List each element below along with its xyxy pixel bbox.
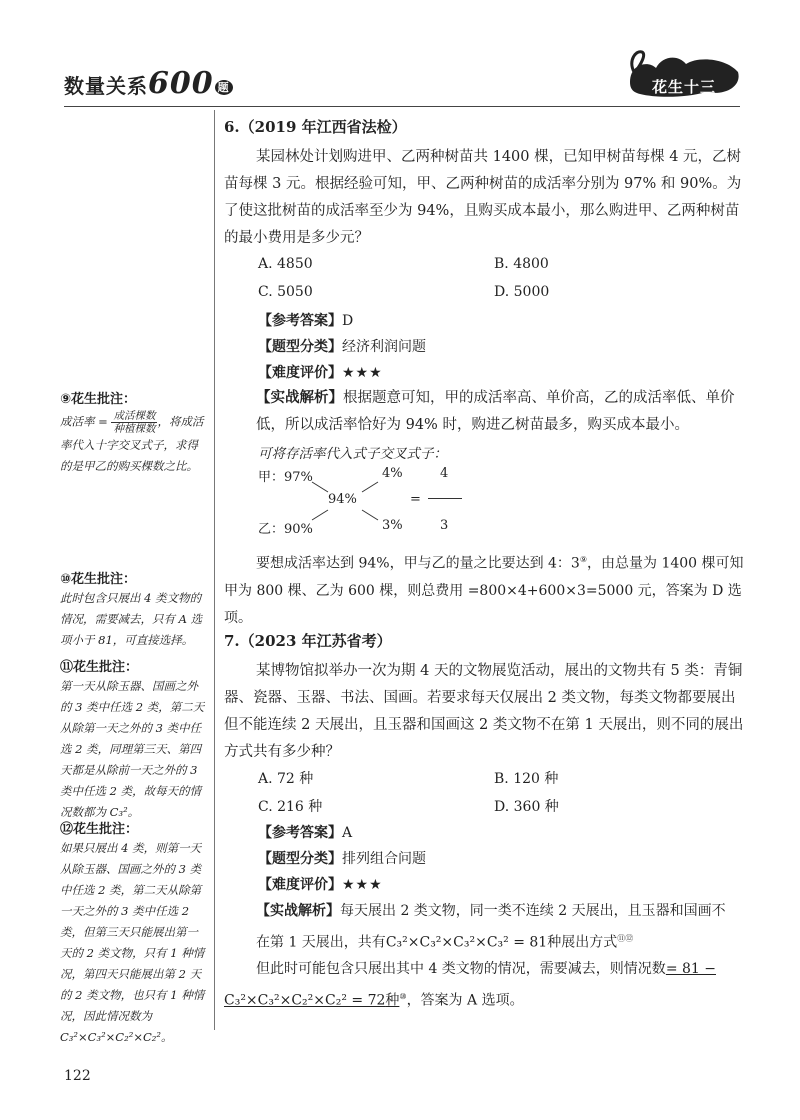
q6-cross-intro: 可将存活率代入式子交叉式子： [258,446,447,462]
q7-stem: 某博物馆拟举办一次为期 4 天的文物展览活动，展出的文物共有 5 类：青铜器、瓷器、玉器、书法、国画。若要求每天仅展出 2 类文物，每类文物都要展出但不能连续 2 天展出，且玉器和国画这 2 类文物不在第 1 天展出，则不同的展出方式共有多少种？ [224,663,744,760]
q6-type: 【题型分类】经济利润问题 [258,339,426,355]
q7-analysis: 【实战解析】每天展出 2 类文物，同一类不连续 2 天展出，且玉器和国画不在第 1 天展出，共有C₃²×C₃²×C₃²×C₃² = 81种展出方式⑪⑫ [256,903,726,951]
q7-type: 【题型分类】排列组合问题 [258,851,426,867]
q6-option-d: D. 5000 [494,284,550,300]
cross-numerator: 4 [440,466,449,481]
q7-extra: 但此时可能包含只展出其中 4 类文物的情况，需要减去，则情况数= 81 − C₃²×C₃²×C₂²×C₂² = 72种⑩，答案为 A 选项。 [224,961,716,1009]
q6-stem: 某园林处计划购进甲、乙两种树苗共 1400 棵，已知甲树苗每棵 4 元，乙树苗每棵 3 元。根据经验可知，甲、乙两种树苗的成活率分别为 97% 和 90%。为了使这批树苗的成活率至少为 94%，且购买成本最小，那么购进甲、乙两种树苗的最小费用是多少元？ [224,149,742,246]
q7-option-d: D. 360 种 [494,799,559,815]
note-11-body: 第一天从除玉器、国画之外的 3 类中任选 2 类，第二天从除第一天之外的 3 类中任选 2 类，同理第三天、第四天都是从除前一天之外的 3 类中任选 2 类，故每天的情况数都为 C₃²。 [60,679,205,819]
header-rule [64,106,740,107]
logo-text: 花生十三 [652,78,717,96]
q7-difficulty: 【难度评价】★★★ [258,877,383,893]
q7-option-c: C. 216 种 [258,799,323,815]
note-9-title: ⑨花生批注： [60,392,137,407]
q6-title: 6.（2019 年江西省法检） [224,118,407,136]
q6-answer: 【参考答案】D [258,313,354,329]
note-12-body: 如果只展出 4 类，则第一天从除玉器、国画之外的 3 类中任选 2 类，第二天从除第一天之外的 3 类中任选 2 类，但第三天只能展出第一天的 2 类文物，只有 1 种情况，第四天只能展出第 2 天的 2 类文物，也只有 1 种情况，因此情况数为 C₃²×C₃²×C₂²×C₂²。 [60,841,205,1044]
cross-fraction-line [428,498,462,499]
cross-bottom-right: 3% [382,518,403,533]
cross-lines [300,476,390,526]
note-10-title: ⑩花生批注： [60,572,137,587]
q6-option-c: C. 5050 [258,284,313,300]
q7-option-b: B. 120 种 [494,771,559,787]
cross-top-right: 4% [382,466,403,481]
note-10-body: 此时包含只展出 4 类文物的情况，需要减去，只有 A 选项小于 81，可直接选择。 [60,591,203,647]
q6-option-a: A. 4850 [258,256,313,272]
q7-answer: 【参考答案】A [258,825,353,841]
book-title: 数量关系600 题 [64,66,233,101]
note-9-body: 成活率 = $\frac{\text{成活棵数}}{\text{种植棵数}}$，将成活率代入十字交叉式子，求得的是甲乙的购买棵数之比。 [60,410,204,473]
cross-mid: 94% [328,492,357,507]
note-12-title: ⑫花生批注： [60,822,139,837]
q6-difficulty: 【难度评价】★★★ [258,365,383,381]
note-9-fraction: $\frac{\text{成活棵数}}{\text{种植棵数}}$ [113,410,156,435]
column-divider [214,110,215,1030]
cross-equals: = [410,492,421,507]
q7-title: 7.（2023 年江苏省考） [224,632,392,650]
page-number: 122 [64,1068,91,1084]
q6-option-b: B. 4800 [494,256,549,272]
q6-conclusion: 要想成活率达到 94%，甲与乙的量之比要达到 4：3⑨，由总量为 1400 棵可知甲为 800 棵、乙为 600 棵，则总费用 =800×4+600×3=5000 元，答案为 D 选项。 [224,555,744,626]
note-11-title: ⑪花生批注： [60,660,139,675]
cross-denominator: 3 [440,518,449,533]
cross-jia: 甲：97% [258,470,313,485]
q6-analysis: 【实战解析】根据题意可知，甲的成活率高、单价高，乙的成活率低、单价低，所以成活率恰好为 94% 时，购进乙树苗最多，购买成本最小。 [256,389,735,433]
q7-option-a: A. 72 种 [258,771,314,787]
cross-yi: 乙：90% [258,522,313,537]
